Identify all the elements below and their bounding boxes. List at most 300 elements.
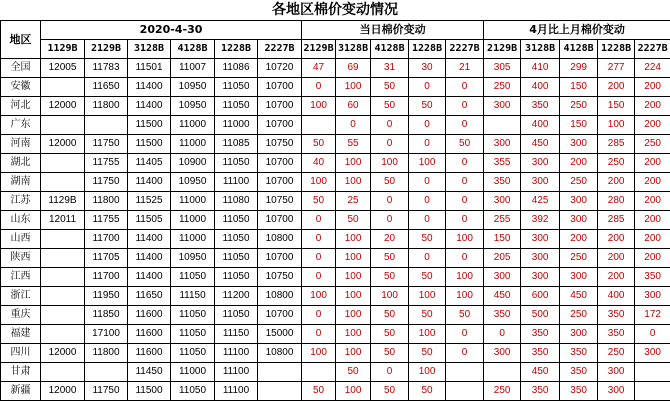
monthly-change-cell: 350	[598, 325, 635, 344]
daily-change-cell: 0	[409, 192, 446, 211]
monthly-change-cell: 200	[598, 173, 635, 192]
price-cell: 11450	[128, 363, 171, 382]
table-row	[1, 344, 670, 363]
monthly-change-cell: 300	[521, 173, 560, 192]
monthly-change-cell: 300	[598, 382, 635, 401]
daily-change-cell: 100	[409, 325, 446, 344]
price-cell: 11400	[128, 97, 171, 116]
price-cell: 11400	[128, 268, 171, 287]
price-cell: 11000	[171, 230, 215, 249]
region-cell: 山东	[1, 211, 41, 230]
daily-change-cell: 30	[409, 59, 446, 78]
monthly-change-cell	[484, 116, 521, 135]
price-cell: 11650	[85, 78, 128, 97]
price-cell: 11750	[85, 135, 128, 154]
daily-change-cell: 100	[446, 287, 484, 306]
price-cell: 11000	[171, 135, 215, 154]
region-cell: 新疆	[1, 382, 41, 401]
monthly-change-col-header: 2227B	[635, 40, 670, 59]
price-cell: 11400	[128, 249, 171, 268]
daily-change-cell	[302, 116, 336, 135]
price-cell: 11600	[128, 325, 171, 344]
price-col-header: 2227B	[258, 40, 302, 59]
price-col-header: 3128B	[128, 40, 171, 59]
region-cell: 重庆	[1, 306, 41, 325]
monthly-change-group-header: 4月比上月棉价变动	[484, 21, 670, 40]
monthly-change-cell: 200	[635, 249, 670, 268]
monthly-change-cell: 200	[635, 154, 670, 173]
price-cell: 10700	[258, 97, 302, 116]
daily-change-col-header: 2129B	[302, 40, 336, 59]
daily-change-cell: 0	[446, 97, 484, 116]
daily-change-cell: 50	[371, 306, 409, 325]
monthly-change-cell: 600	[521, 287, 560, 306]
daily-change-cell: 100	[336, 287, 371, 306]
region-cell: 河南	[1, 135, 41, 154]
daily-change-cell: 0	[446, 249, 484, 268]
daily-change-col-header: 1228B	[409, 40, 446, 59]
daily-change-cell: 0	[409, 173, 446, 192]
daily-change-cell: 0	[446, 173, 484, 192]
price-cell: 10700	[258, 306, 302, 325]
daily-change-cell: 60	[336, 97, 371, 116]
monthly-change-col-header: 4128B	[560, 40, 598, 59]
price-cell	[85, 363, 128, 382]
daily-change-cell: 0	[302, 211, 336, 230]
price-cell: 11050	[215, 268, 258, 287]
monthly-change-cell: 400	[521, 78, 560, 97]
daily-change-cell: 50	[302, 135, 336, 154]
price-cell: 11755	[85, 211, 128, 230]
price-col-header: 1228B	[215, 40, 258, 59]
daily-change-cell: 0	[446, 325, 484, 344]
price-cell: 10950	[171, 78, 215, 97]
daily-change-cell: 0	[409, 135, 446, 154]
table-row	[1, 287, 670, 306]
price-cell	[41, 287, 85, 306]
monthly-change-cell: 200	[635, 116, 670, 135]
monthly-change-cell: 250	[560, 97, 598, 116]
price-cell	[258, 382, 302, 401]
table-row	[1, 116, 670, 135]
price-cell: 10700	[258, 154, 302, 173]
monthly-change-cell: 277	[598, 59, 635, 78]
table-row	[1, 135, 670, 154]
monthly-change-cell: 200	[598, 268, 635, 287]
price-col-header: 2129B	[85, 40, 128, 59]
price-cell	[41, 363, 85, 382]
price-cell: 11800	[85, 192, 128, 211]
monthly-change-cell: 300	[484, 135, 521, 154]
daily-change-cell: 0	[302, 78, 336, 97]
monthly-change-cell: 300	[484, 344, 521, 363]
region-cell: 浙江	[1, 287, 41, 306]
price-cell	[41, 306, 85, 325]
daily-change-cell: 0	[371, 135, 409, 154]
monthly-change-cell: 425	[521, 192, 560, 211]
monthly-change-cell: 150	[484, 230, 521, 249]
table-row	[1, 154, 670, 173]
monthly-change-cell: 200	[635, 230, 670, 249]
daily-change-cell: 31	[371, 59, 409, 78]
daily-change-cell: 50	[371, 382, 409, 401]
daily-change-group-header: 当日棉价变动	[302, 21, 484, 40]
monthly-change-cell: 300	[560, 325, 598, 344]
table-row	[1, 306, 670, 325]
monthly-change-cell: 350	[560, 344, 598, 363]
table-row	[1, 97, 670, 116]
price-cell	[41, 173, 85, 192]
monthly-change-cell	[484, 363, 521, 382]
group-header-row	[1, 21, 670, 40]
monthly-change-cell: 300	[560, 268, 598, 287]
daily-change-cell: 100	[409, 154, 446, 173]
daily-change-cell	[302, 363, 336, 382]
monthly-change-cell: 355	[484, 154, 521, 173]
monthly-change-cell: 350	[484, 306, 521, 325]
daily-change-cell: 0	[409, 116, 446, 135]
price-cell: 11050	[215, 306, 258, 325]
monthly-change-cell: 200	[598, 78, 635, 97]
region-cell: 安徽	[1, 78, 41, 97]
daily-change-cell: 100	[409, 287, 446, 306]
daily-change-cell: 0	[409, 78, 446, 97]
daily-change-cell: 20	[371, 230, 409, 249]
daily-change-cell: 50	[302, 382, 336, 401]
price-cell: 11600	[128, 344, 171, 363]
daily-change-cell	[446, 382, 484, 401]
daily-change-cell: 0	[302, 268, 336, 287]
monthly-change-cell: 300	[521, 249, 560, 268]
daily-change-cell: 50	[409, 97, 446, 116]
price-cell: 11500	[128, 135, 171, 154]
price-cell: 11050	[171, 344, 215, 363]
price-cell: 11150	[171, 287, 215, 306]
price-cell: 12011	[41, 211, 85, 230]
daily-change-cell: 100	[446, 268, 484, 287]
price-cell: 15000	[258, 325, 302, 344]
price-cell: 12000	[41, 135, 85, 154]
monthly-change-cell: 300	[521, 268, 560, 287]
price-cell: 12000	[41, 382, 85, 401]
price-cell: 10950	[171, 249, 215, 268]
price-cell	[41, 78, 85, 97]
price-cell: 11000	[215, 116, 258, 135]
table-row	[1, 268, 670, 287]
price-cell: 11050	[215, 97, 258, 116]
monthly-change-cell: 250	[635, 135, 670, 154]
daily-change-cell: 100	[336, 325, 371, 344]
price-cell: 11400	[128, 78, 171, 97]
sheet-title: 各地区棉价变动情况	[0, 0, 670, 20]
monthly-change-cell: 450	[521, 135, 560, 154]
price-cell: 12000	[41, 344, 85, 363]
price-cell: 11650	[128, 287, 171, 306]
monthly-change-cell: 300	[484, 97, 521, 116]
price-cell: 11000	[171, 192, 215, 211]
monthly-change-cell: 0	[484, 325, 521, 344]
daily-change-cell: 50	[371, 78, 409, 97]
price-cell: 10900	[171, 154, 215, 173]
daily-change-cell: 0	[302, 249, 336, 268]
price-cell: 11700	[85, 268, 128, 287]
price-cell: 10750	[258, 135, 302, 154]
region-cell: 江苏	[1, 192, 41, 211]
monthly-change-cell: 285	[598, 211, 635, 230]
daily-change-cell: 0	[371, 363, 409, 382]
price-cell: 12000	[41, 97, 85, 116]
price-cell: 11085	[215, 135, 258, 154]
daily-change-cell: 0	[302, 325, 336, 344]
price-cell: 11007	[171, 59, 215, 78]
price-cell	[258, 363, 302, 382]
monthly-change-cell: 250	[598, 154, 635, 173]
monthly-change-cell: 500	[521, 306, 560, 325]
monthly-change-col-header: 2129B	[484, 40, 521, 59]
price-cell: 10950	[171, 97, 215, 116]
monthly-change-cell: 250	[484, 78, 521, 97]
region-cell: 四川	[1, 344, 41, 363]
price-col-header: 4128B	[171, 40, 215, 59]
daily-change-cell: 69	[336, 59, 371, 78]
price-cell	[41, 268, 85, 287]
price-cell: 12005	[41, 59, 85, 78]
region-cell: 甘肃	[1, 363, 41, 382]
region-cell: 福建	[1, 325, 41, 344]
price-cell: 11501	[128, 59, 171, 78]
price-cell: 10720	[258, 59, 302, 78]
monthly-change-cell: 250	[598, 344, 635, 363]
monthly-change-cell: 305	[484, 59, 521, 78]
daily-change-cell: 0	[409, 249, 446, 268]
price-cell: 10700	[258, 173, 302, 192]
table-row	[1, 249, 670, 268]
price-cell: 11100	[215, 382, 258, 401]
daily-change-cell: 100	[371, 287, 409, 306]
price-cell: 11150	[215, 325, 258, 344]
monthly-change-cell: 150	[598, 97, 635, 116]
region-cell: 湖北	[1, 154, 41, 173]
monthly-change-cell: 350	[484, 173, 521, 192]
monthly-change-cell: 300	[598, 363, 635, 382]
daily-change-cell: 50	[409, 268, 446, 287]
daily-change-cell: 0	[446, 116, 484, 135]
price-cell	[41, 325, 85, 344]
price-cell: 10750	[258, 192, 302, 211]
monthly-change-cell: 300	[484, 268, 521, 287]
price-cell: 11050	[215, 249, 258, 268]
monthly-change-cell: 250	[560, 249, 598, 268]
daily-change-cell: 50	[371, 344, 409, 363]
price-cell: 11750	[85, 382, 128, 401]
price-cell: 11700	[85, 230, 128, 249]
price-cell: 11400	[128, 230, 171, 249]
daily-change-cell: 100	[336, 230, 371, 249]
region-cell: 陕西	[1, 249, 41, 268]
monthly-change-cell: 350	[560, 382, 598, 401]
region-cell: 湖南	[1, 173, 41, 192]
daily-change-cell: 50	[371, 97, 409, 116]
monthly-change-cell	[635, 363, 670, 382]
price-cell: 10700	[258, 116, 302, 135]
daily-change-cell: 50	[409, 344, 446, 363]
price-cell	[41, 249, 85, 268]
daily-change-cell: 0	[446, 211, 484, 230]
price-cell: 11050	[215, 230, 258, 249]
daily-change-cell: 100	[302, 287, 336, 306]
daily-change-cell: 100	[336, 306, 371, 325]
price-cell	[41, 230, 85, 249]
price-cell: 11800	[85, 97, 128, 116]
daily-change-cell: 100	[336, 173, 371, 192]
price-cell	[41, 116, 85, 135]
price-cell: 10800	[258, 344, 302, 363]
daily-change-cell: 50	[409, 230, 446, 249]
price-cell: 11050	[215, 211, 258, 230]
daily-change-cell: 0	[446, 344, 484, 363]
price-cell: 11600	[128, 306, 171, 325]
price-cell: 11755	[85, 154, 128, 173]
monthly-change-cell: 300	[560, 192, 598, 211]
table-row	[1, 59, 670, 78]
table-body	[1, 59, 670, 401]
monthly-change-cell: 450	[560, 287, 598, 306]
region-header: 地区	[1, 21, 41, 59]
daily-change-cell: 0	[446, 154, 484, 173]
daily-change-cell: 0	[446, 192, 484, 211]
monthly-change-cell: 300	[521, 230, 560, 249]
region-cell: 广东	[1, 116, 41, 135]
price-cell: 11850	[85, 306, 128, 325]
monthly-change-cell: 300	[484, 192, 521, 211]
monthly-change-cell: 400	[598, 287, 635, 306]
price-cell: 11086	[215, 59, 258, 78]
monthly-change-cell: 200	[560, 230, 598, 249]
monthly-change-cell: 299	[560, 59, 598, 78]
daily-change-cell: 100	[336, 78, 371, 97]
column-header-row	[1, 40, 670, 59]
daily-change-cell: 40	[302, 154, 336, 173]
daily-change-cell: 50	[409, 306, 446, 325]
price-cell: 11405	[128, 154, 171, 173]
price-table	[0, 20, 670, 401]
monthly-change-cell: 300	[635, 344, 670, 363]
monthly-change-cell: 350	[521, 325, 560, 344]
price-cell: 1129B	[41, 192, 85, 211]
price-cell: 11050	[171, 325, 215, 344]
price-cell: 11000	[171, 116, 215, 135]
monthly-change-cell: 350	[521, 382, 560, 401]
table-row	[1, 173, 670, 192]
monthly-change-cell: 200	[635, 192, 670, 211]
region-cell: 江西	[1, 268, 41, 287]
daily-change-col-header: 4128B	[371, 40, 409, 59]
monthly-change-cell: 350	[635, 268, 670, 287]
monthly-change-cell: 410	[521, 59, 560, 78]
daily-change-cell: 50	[336, 363, 371, 382]
price-cell: 11525	[128, 192, 171, 211]
monthly-change-cell: 200	[598, 230, 635, 249]
daily-change-cell: 0	[446, 78, 484, 97]
price-cell: 10700	[258, 249, 302, 268]
monthly-change-cell: 205	[484, 249, 521, 268]
daily-change-cell: 50	[371, 173, 409, 192]
daily-change-cell: 50	[371, 249, 409, 268]
daily-change-col-header: 2227B	[446, 40, 484, 59]
daily-change-cell: 0	[371, 192, 409, 211]
price-cell: 11080	[215, 192, 258, 211]
monthly-change-cell: 400	[521, 116, 560, 135]
monthly-change-cell: 350	[521, 97, 560, 116]
price-cell: 11950	[85, 287, 128, 306]
monthly-change-cell: 150	[560, 116, 598, 135]
price-cell	[85, 116, 128, 135]
monthly-change-cell: 300	[635, 287, 670, 306]
daily-change-cell: 50	[409, 382, 446, 401]
daily-change-cell: 21	[446, 59, 484, 78]
price-cell: 11500	[128, 382, 171, 401]
monthly-change-cell: 250	[560, 306, 598, 325]
monthly-change-cell: 200	[635, 78, 670, 97]
daily-change-cell: 0	[302, 230, 336, 249]
monthly-change-cell: 250	[560, 173, 598, 192]
daily-change-cell: 100	[336, 154, 371, 173]
monthly-change-cell: 0	[635, 325, 670, 344]
price-cell: 11505	[128, 211, 171, 230]
price-cell: 10700	[258, 211, 302, 230]
daily-change-cell: 47	[302, 59, 336, 78]
price-cell: 11783	[85, 59, 128, 78]
price-cell: 10700	[258, 78, 302, 97]
price-cell: 11400	[128, 173, 171, 192]
daily-change-cell	[446, 363, 484, 382]
daily-change-cell: 0	[371, 211, 409, 230]
monthly-change-cell: 280	[598, 192, 635, 211]
daily-change-cell: 100	[336, 344, 371, 363]
table-row	[1, 382, 670, 401]
price-cell: 11000	[171, 363, 215, 382]
price-cell: 11705	[85, 249, 128, 268]
price-cell: 11050	[171, 268, 215, 287]
daily-change-cell: 100	[336, 268, 371, 287]
date-group-header: 2020-4-30	[41, 21, 302, 40]
monthly-change-cell: 350	[560, 363, 598, 382]
table-row	[1, 230, 670, 249]
monthly-change-cell: 150	[560, 78, 598, 97]
daily-change-col-header: 3128B	[336, 40, 371, 59]
daily-change-cell: 50	[446, 135, 484, 154]
monthly-change-cell: 200	[560, 154, 598, 173]
daily-change-cell: 25	[336, 192, 371, 211]
price-cell: 10800	[258, 230, 302, 249]
daily-change-cell: 0	[302, 306, 336, 325]
monthly-change-cell: 350	[521, 344, 560, 363]
monthly-change-col-header: 3128B	[521, 40, 560, 59]
price-cell: 11800	[85, 344, 128, 363]
daily-change-cell: 55	[336, 135, 371, 154]
monthly-change-cell: 285	[598, 135, 635, 154]
price-cell: 11100	[215, 363, 258, 382]
daily-change-cell: 50	[371, 268, 409, 287]
price-col-header: 1129B	[41, 40, 85, 59]
daily-change-cell: 0	[336, 116, 371, 135]
daily-change-cell: 100	[302, 173, 336, 192]
daily-change-cell: 100	[302, 97, 336, 116]
daily-change-cell: 50	[371, 325, 409, 344]
monthly-change-cell: 200	[635, 173, 670, 192]
price-cell	[41, 154, 85, 173]
daily-change-cell: 100	[302, 344, 336, 363]
